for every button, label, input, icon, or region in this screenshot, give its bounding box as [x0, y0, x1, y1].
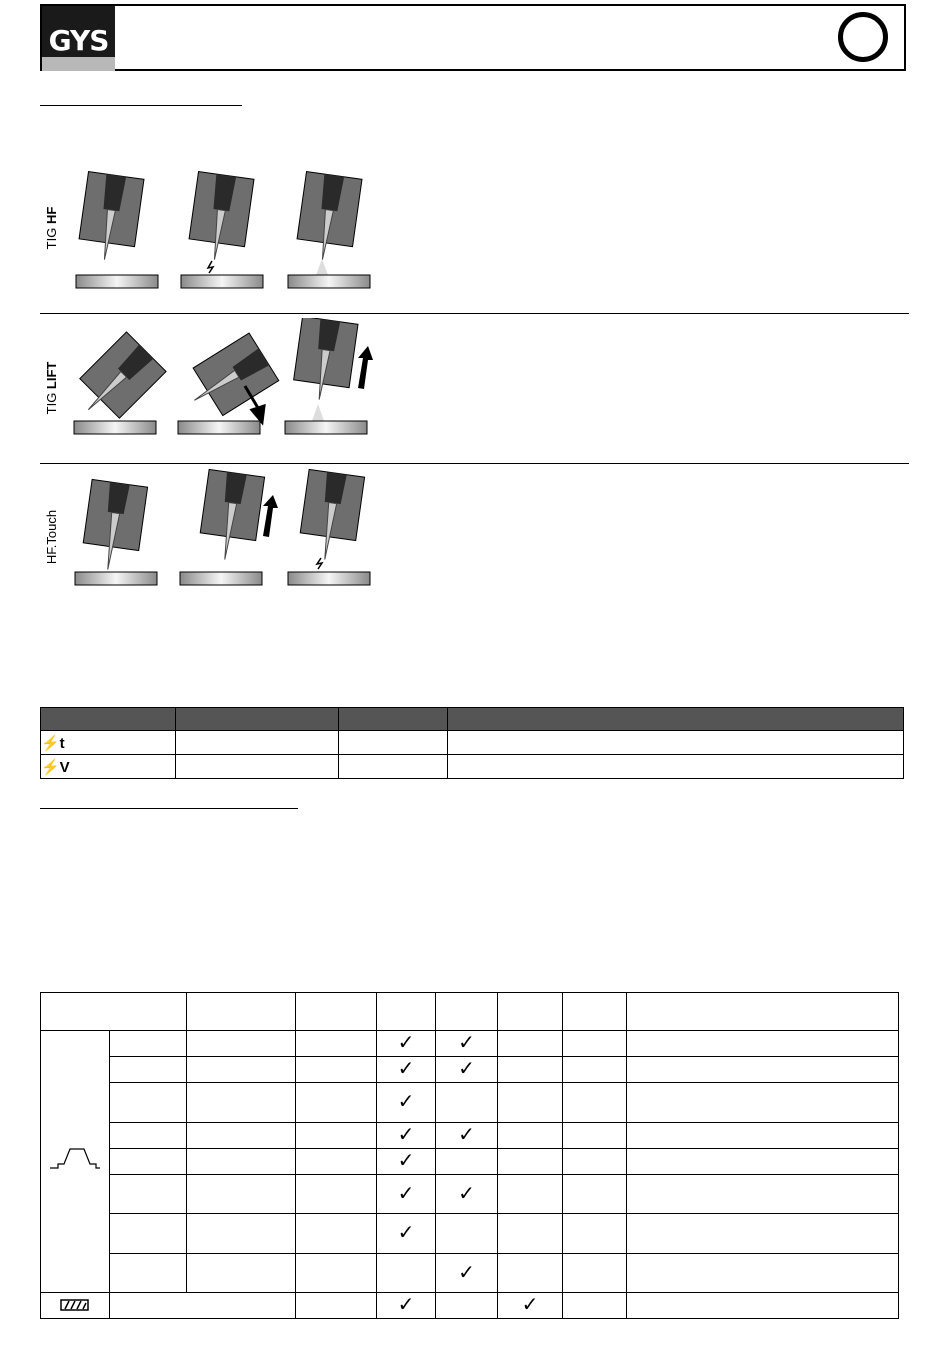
- workpiece: [75, 572, 157, 585]
- torch-step-1: [69, 332, 167, 430]
- spark-icon: [208, 261, 213, 273]
- page-header: [40, 4, 906, 71]
- battery-icon: [60, 1299, 90, 1311]
- battery-cell: [41, 1293, 110, 1319]
- check-mark: ✓: [377, 1175, 436, 1214]
- table-row: [41, 1254, 899, 1293]
- torch-step-1: [80, 479, 148, 573]
- table-row: [41, 1123, 899, 1149]
- mode-divider: [40, 313, 909, 314]
- table-row: [41, 731, 904, 755]
- table-row: [41, 1031, 899, 1057]
- workpiece: [74, 421, 156, 434]
- check-mark: ✓: [377, 1123, 436, 1149]
- mode-label-hf-touch: HF.Touch: [44, 509, 59, 565]
- table-header-row: [41, 708, 904, 731]
- section-heading-rule: [40, 808, 298, 809]
- pulse-profile-cell: [41, 1031, 110, 1293]
- check-mark: ✓: [436, 1175, 498, 1214]
- table-row: [41, 755, 904, 779]
- check-mark: ✓: [498, 1293, 563, 1319]
- table-row: [41, 1175, 899, 1214]
- parameters-table: [40, 992, 899, 1319]
- language-badge: [838, 12, 888, 62]
- up-arrow-icon: [358, 346, 373, 389]
- workpiece: [288, 572, 370, 585]
- hf-touch-illustration: [60, 468, 380, 593]
- mode-label-tig-lift: TIG LIFT: [44, 361, 59, 415]
- arc-icon: [316, 259, 328, 275]
- workpiece: [285, 421, 367, 434]
- hf-settings-table: [40, 707, 904, 779]
- torch-step-3: [295, 172, 362, 264]
- check-mark: ✓: [377, 1214, 436, 1254]
- torch-step-2: [187, 172, 254, 264]
- table-row: [41, 1149, 899, 1175]
- table-header-row: [41, 993, 899, 1031]
- check-mark: ✓: [436, 1057, 498, 1083]
- check-mark: ✓: [377, 1149, 436, 1175]
- hf-voltage-symbol: ⚡V: [41, 755, 176, 779]
- torch-step-1: [77, 172, 144, 264]
- mode-divider: [40, 463, 909, 464]
- workpiece: [178, 421, 260, 434]
- hf-time-symbol: ⚡t: [41, 731, 176, 755]
- torch-step-3: [291, 318, 358, 403]
- table-row: [41, 1214, 899, 1254]
- arc-icon: [312, 404, 324, 421]
- torch-step-3: [297, 469, 365, 563]
- torch-step-2: [197, 469, 265, 563]
- workpiece: [180, 572, 262, 585]
- tig-hf-illustration: [60, 165, 380, 295]
- section-heading-rule: [40, 105, 242, 106]
- check-mark: ✓: [377, 1031, 436, 1057]
- check-mark: ✓: [377, 1083, 436, 1123]
- check-mark: ✓: [436, 1123, 498, 1149]
- gys-logo: [42, 6, 115, 71]
- logo-text: GYS: [48, 24, 109, 57]
- table-row: [41, 1083, 899, 1123]
- table-row: [41, 1057, 899, 1083]
- table-row: [41, 1293, 899, 1319]
- check-mark: ✓: [377, 1057, 436, 1083]
- workpiece: [181, 275, 263, 288]
- mode-label-tig-hf: TIG HF: [44, 206, 59, 250]
- check-mark: ✓: [377, 1293, 436, 1319]
- check-mark: ✓: [436, 1031, 498, 1057]
- pulse-profile-icon: [48, 1144, 102, 1174]
- workpiece: [76, 275, 158, 288]
- up-arrow-icon: [263, 495, 278, 537]
- check-mark: ✓: [436, 1254, 498, 1293]
- workpiece: [288, 275, 370, 288]
- spark-icon: [317, 558, 322, 569]
- tig-lift-illustration: [60, 318, 380, 443]
